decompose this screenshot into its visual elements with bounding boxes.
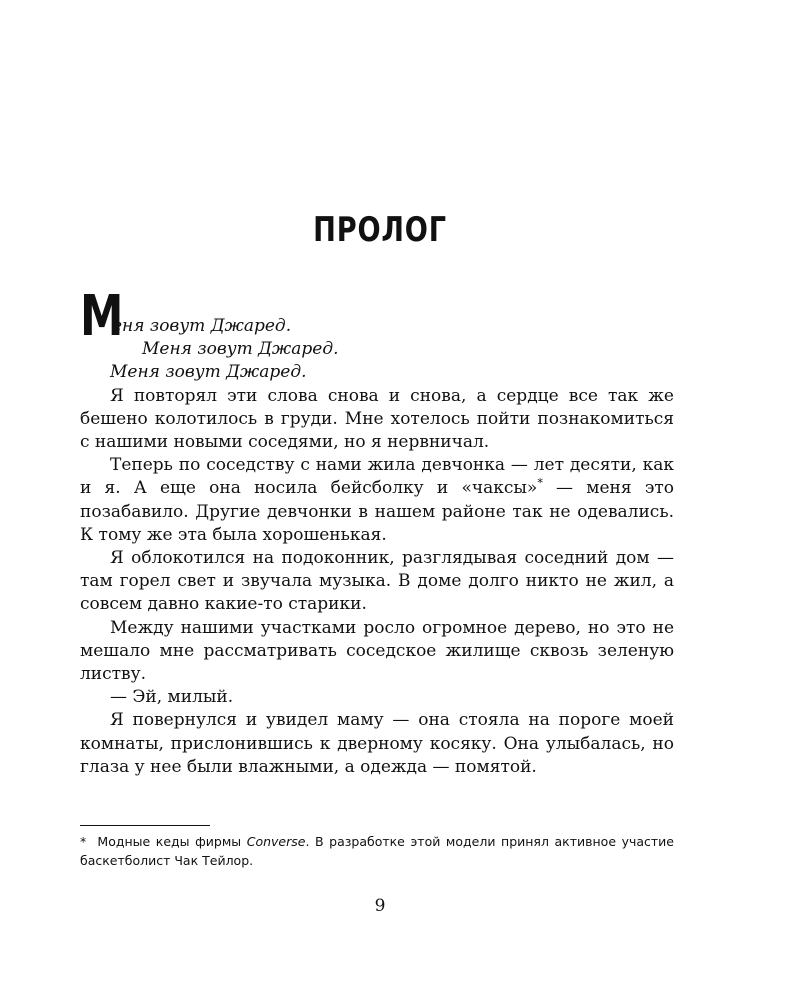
- footnote-divider: [80, 825, 210, 826]
- paragraph-6: Я повернулся и увидел маму — она стояла на пороге моей комнаты, прислонившись к дверному косяку. Она улыбалась, но глаза у нее были влажными, а одежда — помятой.: [80, 710, 674, 777]
- opening-line-text: еня зовут Джаред.: [112, 316, 292, 336]
- paragraph-4: Между нашими участками росло огромное дерево, но это не мешало мне рассматривать соседское жилище сквозь зеленую листву.: [80, 617, 674, 685]
- chapter-title: ПРОЛОГ: [313, 210, 447, 250]
- drop-cap: М: [80, 284, 124, 349]
- page-number: 9: [374, 896, 386, 916]
- paragraph-2-text-a: Теперь по соседству с нами жила девчонка — лет десяти, как и я. А еще она носила бейсболку и «чаксы»: [80, 455, 674, 499]
- repeated-line-2: Меня зовут Джаред.: [142, 339, 339, 360]
- footnote-text-a: Модные кеды фирмы: [97, 834, 247, 849]
- repeated-line-3: Меня зовут Джаред.: [110, 362, 307, 383]
- paragraph-5: — Эй, милый.: [110, 687, 234, 708]
- paragraph-2: [80, 454, 674, 547]
- paragraph-3: Я облокотился на подоконник, разглядывая соседний дом — там горел свет и звучала музыка. В доме долго никто не жил, а совсем давно какие-то старики.: [80, 548, 674, 615]
- paragraph-2-text-b: — меня это позабавило. Другие девчонки в нашем районе так не одевались. К тому же эта была хорошенькая.: [80, 478, 674, 545]
- footnote-mark: *: [80, 834, 87, 849]
- opening-line: [80, 284, 674, 349]
- footnote: [80, 832, 674, 870]
- footnote-brand: Converse: [246, 834, 306, 849]
- body-text: [80, 284, 674, 779]
- footnote-text-b: . В разработке этой модели принял активное участие баскетболист Чак Тейлор.: [80, 834, 674, 868]
- paragraph-1: Я повторял эти слова снова и снова, а сердце все так же бешено колотилось в груди. Мне хотелось пойти познакомиться с нашими новыми соседями, но я нервничал.: [80, 385, 674, 453]
- footnote-reference-mark: *: [537, 476, 543, 490]
